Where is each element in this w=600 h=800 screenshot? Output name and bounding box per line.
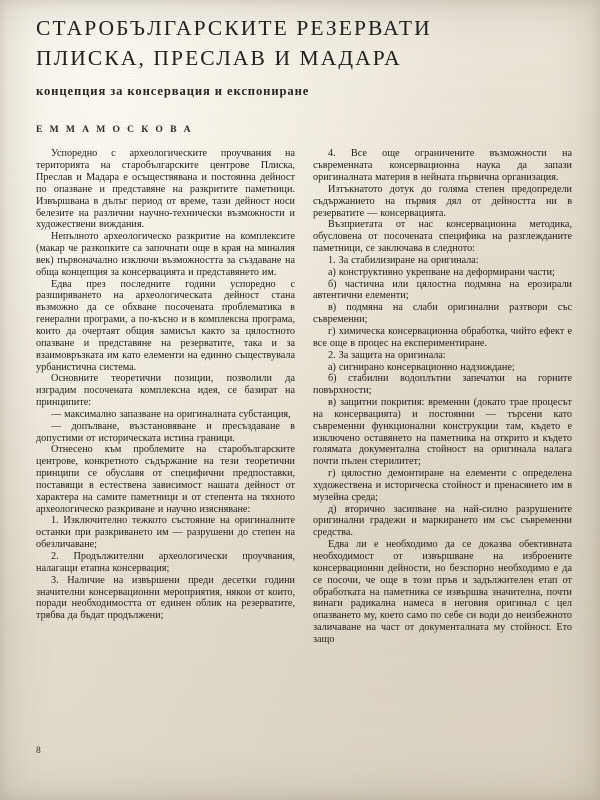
paragraph: Непълното археологическо разкритие на комплексите (макар че разкопките са започнати още в края на миналия век) първоначално изключи възможността за създаване на обща концепция за консервацията и представянето им. [36, 231, 295, 278]
paragraph: Успоредно с археологическите проучвания на територията на старобългарските центрове Плиска, Преслав и Мадара е осъществявана и постоянна дейност по опазване и представяне на разкритите паметници. Извършвана в дълъг период от време, тази дейност носи белезите на различни научно-технически възможности и художествени виждания. [36, 148, 295, 231]
list-item: б) частична или цялостна подмяна на ерозирали автентични елементи; [313, 278, 572, 302]
page-title [36, 14, 570, 99]
author-byline: Е М М А М О С К О В А [36, 124, 194, 136]
list-item: — допълване, възстановяване и пресъздаване в допустими от историческата истина граници. [36, 420, 295, 444]
text-columns [36, 148, 570, 645]
list-item: 2. Продължителни археологически проучвания, налагащи етапна консервация; [36, 551, 295, 574]
list-item: 3. Наличие на извършени преди десетки години значителни консервационни мероприятия, някои от които, поради необходимостта от единен облик на резерватите, трябва да бъдат продължени; [36, 574, 295, 622]
paragraph: Възприетата от нас консервационна методика, обусловена от посочената специфика на разглежданите паметници, се заключава в следното: [313, 219, 572, 255]
paragraph: Едва през последните години успоредно с разширяването на археологическата дейност стана възможно да се обхване посочената проблематика в генерални програми, а по-късно и в комплексна програма, които да очертаят общия замисъл както за цялостното опазване и представяне на резерватите, така и за взаимовръзката им като елементи на единно съществувала урбанистична система. [36, 278, 295, 373]
page-subtitle: концепция за консервация и експониране [36, 84, 310, 99]
list-item: 4. Все още ограничените възможности на съвременната консервационна наука да запази оригиналната материя в нейната първична организация. [313, 148, 572, 183]
list-item: 1. За стабилизиране на оригинала: [328, 254, 479, 266]
paragraph: Изтъкнатото дотук до голяма степен предопредели съдържанието на първия дял от дейността ни в резерватите — консервацията. [313, 183, 572, 219]
list-item: б) стабилни водоплътни запечатки на горните повърхности; [313, 373, 572, 397]
right-column [313, 148, 572, 645]
list-item: а) сигнирано консервационно надзиждане; [328, 361, 515, 373]
list-item: 2. За защита на оригинала: [328, 349, 446, 361]
list-item: г) цялостно демонтиране на елементи с определена художествена и историческа стойност и пренасянето им в музейна среда; [313, 468, 572, 503]
paragraph: Отнесено към проблемите на старобългарските центрове, конкретното съдържание на тези теоретични принципи се обуславя от специфични предпоставки, поставящи в естествена зависимост нашата дейност от характера на самите паметници и от степента на тяхното археологическо разкриване и научно изясняване: [36, 444, 295, 515]
list-item: а) конструктивно укрепване на деформирани части; [328, 266, 555, 278]
paragraph: Основните теоретични позиции, позволили да изградим посочената комплексна идея, се базират на принципите: [36, 373, 295, 409]
left-column [36, 148, 295, 622]
list-item: г) химическа консервационна обработка, чийто ефект е все още в процес на експериментиране. [313, 325, 572, 349]
list-item: 1. Изключително тежкото състояние на оригиналните останки при разкриването им — разрушени до степен на обезличаване; [36, 515, 295, 551]
list-item: в) защитни покрития: временни (докато трае процесът на консервацията) и постоянни — търсени като съвременни функционални конструкции там, където е изключено оставянето на паметника на открито и където голямата документална стойност на оригинала налага почти пълен стерилитет; [313, 397, 572, 468]
list-item: в) подмяна на слаби оригинални разтвори със съвременни; [313, 302, 572, 326]
list-item: д) вторично засипване на най-силно разрушените оригинални градежи и маркирането им със съвременни средства. [313, 503, 572, 539]
page-number: 8 [36, 746, 41, 756]
list-item: — максимално запазване на оригиналната субстанция, [51, 408, 291, 420]
title-line-1: СТАРОБЪЛГАРСКИТЕ РЕЗЕРВАТИ [36, 16, 432, 40]
paragraph: Едва ли е необходимо да се доказва обективната необходимост от извършване на изброените консервационни дейности, но безспорно необходимо е да се посочи, че още в този пръв и задължителен етап от обработката на паметника се извършва значителна, почти винаги радикална намеса в неговия оригинал с цел опазването му, което само по себе си води до неизбежното заличаване на част от документалната му стойност. Ето защо [313, 539, 572, 645]
title-line-2: ПЛИСКА, ПРЕСЛАВ И МАДАРА [36, 45, 402, 70]
